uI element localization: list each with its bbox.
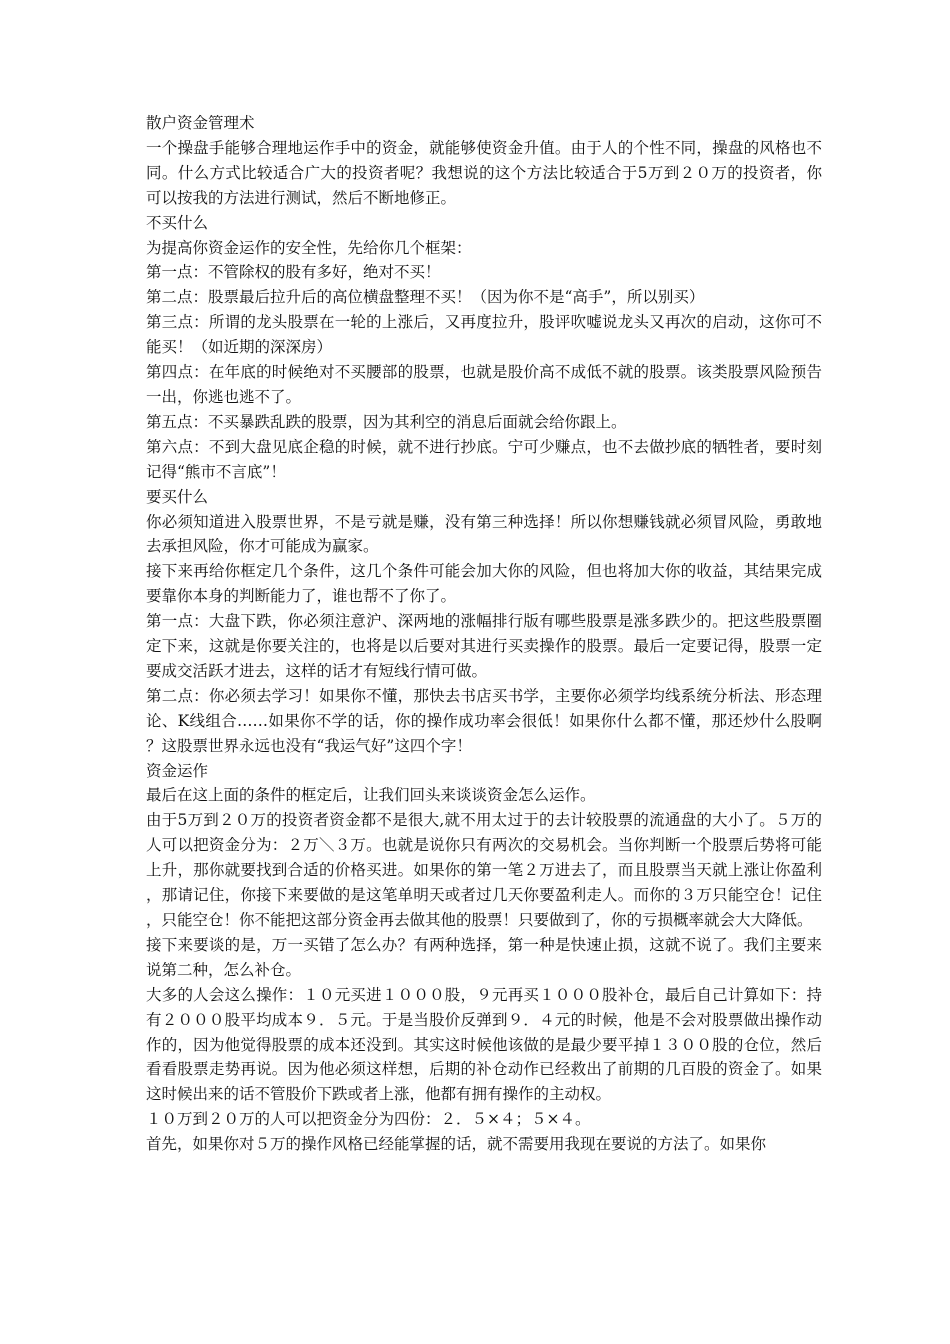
document-page <box>146 111 822 1157</box>
paragraph: 你必须知道进入股票世界，不是亏就是赚，没有第三种选择！所以你想赚钱就必须冒风险，勇敢地去承担风险，你才可能成为赢家。 <box>146 512 822 556</box>
rule-item: 第四点：在年底的时候绝对不买腰部的股票，也就是股价高不成低不就的股票。该类股票风险预告一出，你逃也逃不了。 <box>146 363 822 406</box>
rule-item: 第三点：所谓的龙头股票在一轮的上涨后，又再度拉升，股评吹嘘说龙头又再次的启动，这你可不能买！（如近期的深深房） <box>146 313 822 357</box>
rule-item: 第一点：大盘下跌，你必须注意沪、深两地的涨幅排行版有哪些股票是涨多跌少的。把这些股票圈定下来，这就是你要关注的，也将是以后要对其进行买卖操作的股票。最后一定要记得，股票一定要成交活跃才进去，这样的话才有短线行情可做。 <box>146 612 822 680</box>
paragraph: 接下来再给你框定几个条件，这几个条件可能会加大你的风险，但也将加大你的收益，其结果完成要靠你本身的判断能力了，谁也帮不了你了。 <box>146 562 822 606</box>
rule-item: 第二点：股票最后拉升后的高位横盘整理不买！（因为你不是“高手”，所以别买） <box>146 288 705 307</box>
paragraph: １０万到２０万的人可以把资金分为四份：２．５×４；５×４。 <box>146 1110 591 1129</box>
paragraph: 最后在这上面的条件的框定后，让我们回头来谈谈资金怎么运作。 <box>146 786 596 805</box>
paragraph: 为提高你资金运作的安全性，先给你几个框架： <box>146 238 472 257</box>
section-heading-what-to-buy: 要买什么 <box>146 487 209 506</box>
paragraph: 接下来要谈的是，万一买错了怎么办？有两种选择，第一种是快速止损，这就不说了。我们主要来说第二种，怎么补仓。 <box>146 935 822 979</box>
paragraph: 大多的人会这么操作：１０元买进１０００股，９元再买１０００股补仓，最后自己计算如下：持有２０００股平均成本９．５元。于是当股价反弹到９．４元的时候，他是不会对股票做出操作动作的，因为他觉得股票的成本还没到。其实这时候他该做的是最少要平掉１３００股的仓位，然后看看股票走势再说。因为他必须这样想，后期的补仓动作已经救出了前期的几百股的资金了。如果这时候出来的话不管股价下跌或者上涨，他都有拥有操作的主动权。 <box>146 985 822 1104</box>
rule-item: 第二点：你必须去学习！如果你不懂，那快去书店买书学，主要你必须学均线系统分析法、形态理论、K线组合……如果你不学的话，你的操作成功率会很低！如果你什么都不懂，那还炒什么股啊？这股票世界永远也没有“我运气好”这四个字！ <box>146 686 822 755</box>
intro-paragraph: 一个操盘手能够合理地运作手中的资金，就能够使资金升值。由于人的个性不同，操盘的风格也不同。什么方式比较适合广大的投资者呢？我想说的这个方法比较适合于5万到２０万的投资者，你可以按我的方法进行测试，然后不断地修正。 <box>146 138 822 207</box>
document-title: 散户资金管理术 <box>146 114 255 132</box>
section-heading-fund-operation: 资金运作 <box>146 761 209 780</box>
section-heading-dont-buy: 不买什么 <box>146 213 209 232</box>
rule-item: 第一点：不管除权的股有多好，绝对不买！ <box>146 263 441 282</box>
rule-item: 第六点：不到大盘见底企稳的时候，就不进行抄底。宁可少赚点，也不去做抄底的牺牲者，要时刻记得“熊市不言底”！ <box>146 437 822 481</box>
paragraph: 首先，如果你对５万的操作风格已经能掌握的话，就不需要用我现在要说的方法了。如果你 <box>146 1135 767 1154</box>
paragraph: 由于5万到２０万的投资者资金都不是很大,就不用太过于的去计较股票的流通盘的大小了。５万的人可以把资金分为：２万＼３万。也就是说你只有两次的交易机会。当你判断一个股票后势将可能上升，那你就要找到合适的价格买进。如果你的第一笔２万进去了，而且股票当天就上涨让你盈利，那请记住，你接下来要做的是这笔单明天或者过几天你要盈利走人。而你的３万只能空仓！记住，只能空仓！你不能把这部分资金再去做其他的股票！只要做到了，你的亏损概率就会大大降低。 <box>146 811 822 929</box>
rule-item: 第五点：不买暴跌乱跌的股票，因为其利空的消息后面就会给你跟上。 <box>146 412 627 431</box>
